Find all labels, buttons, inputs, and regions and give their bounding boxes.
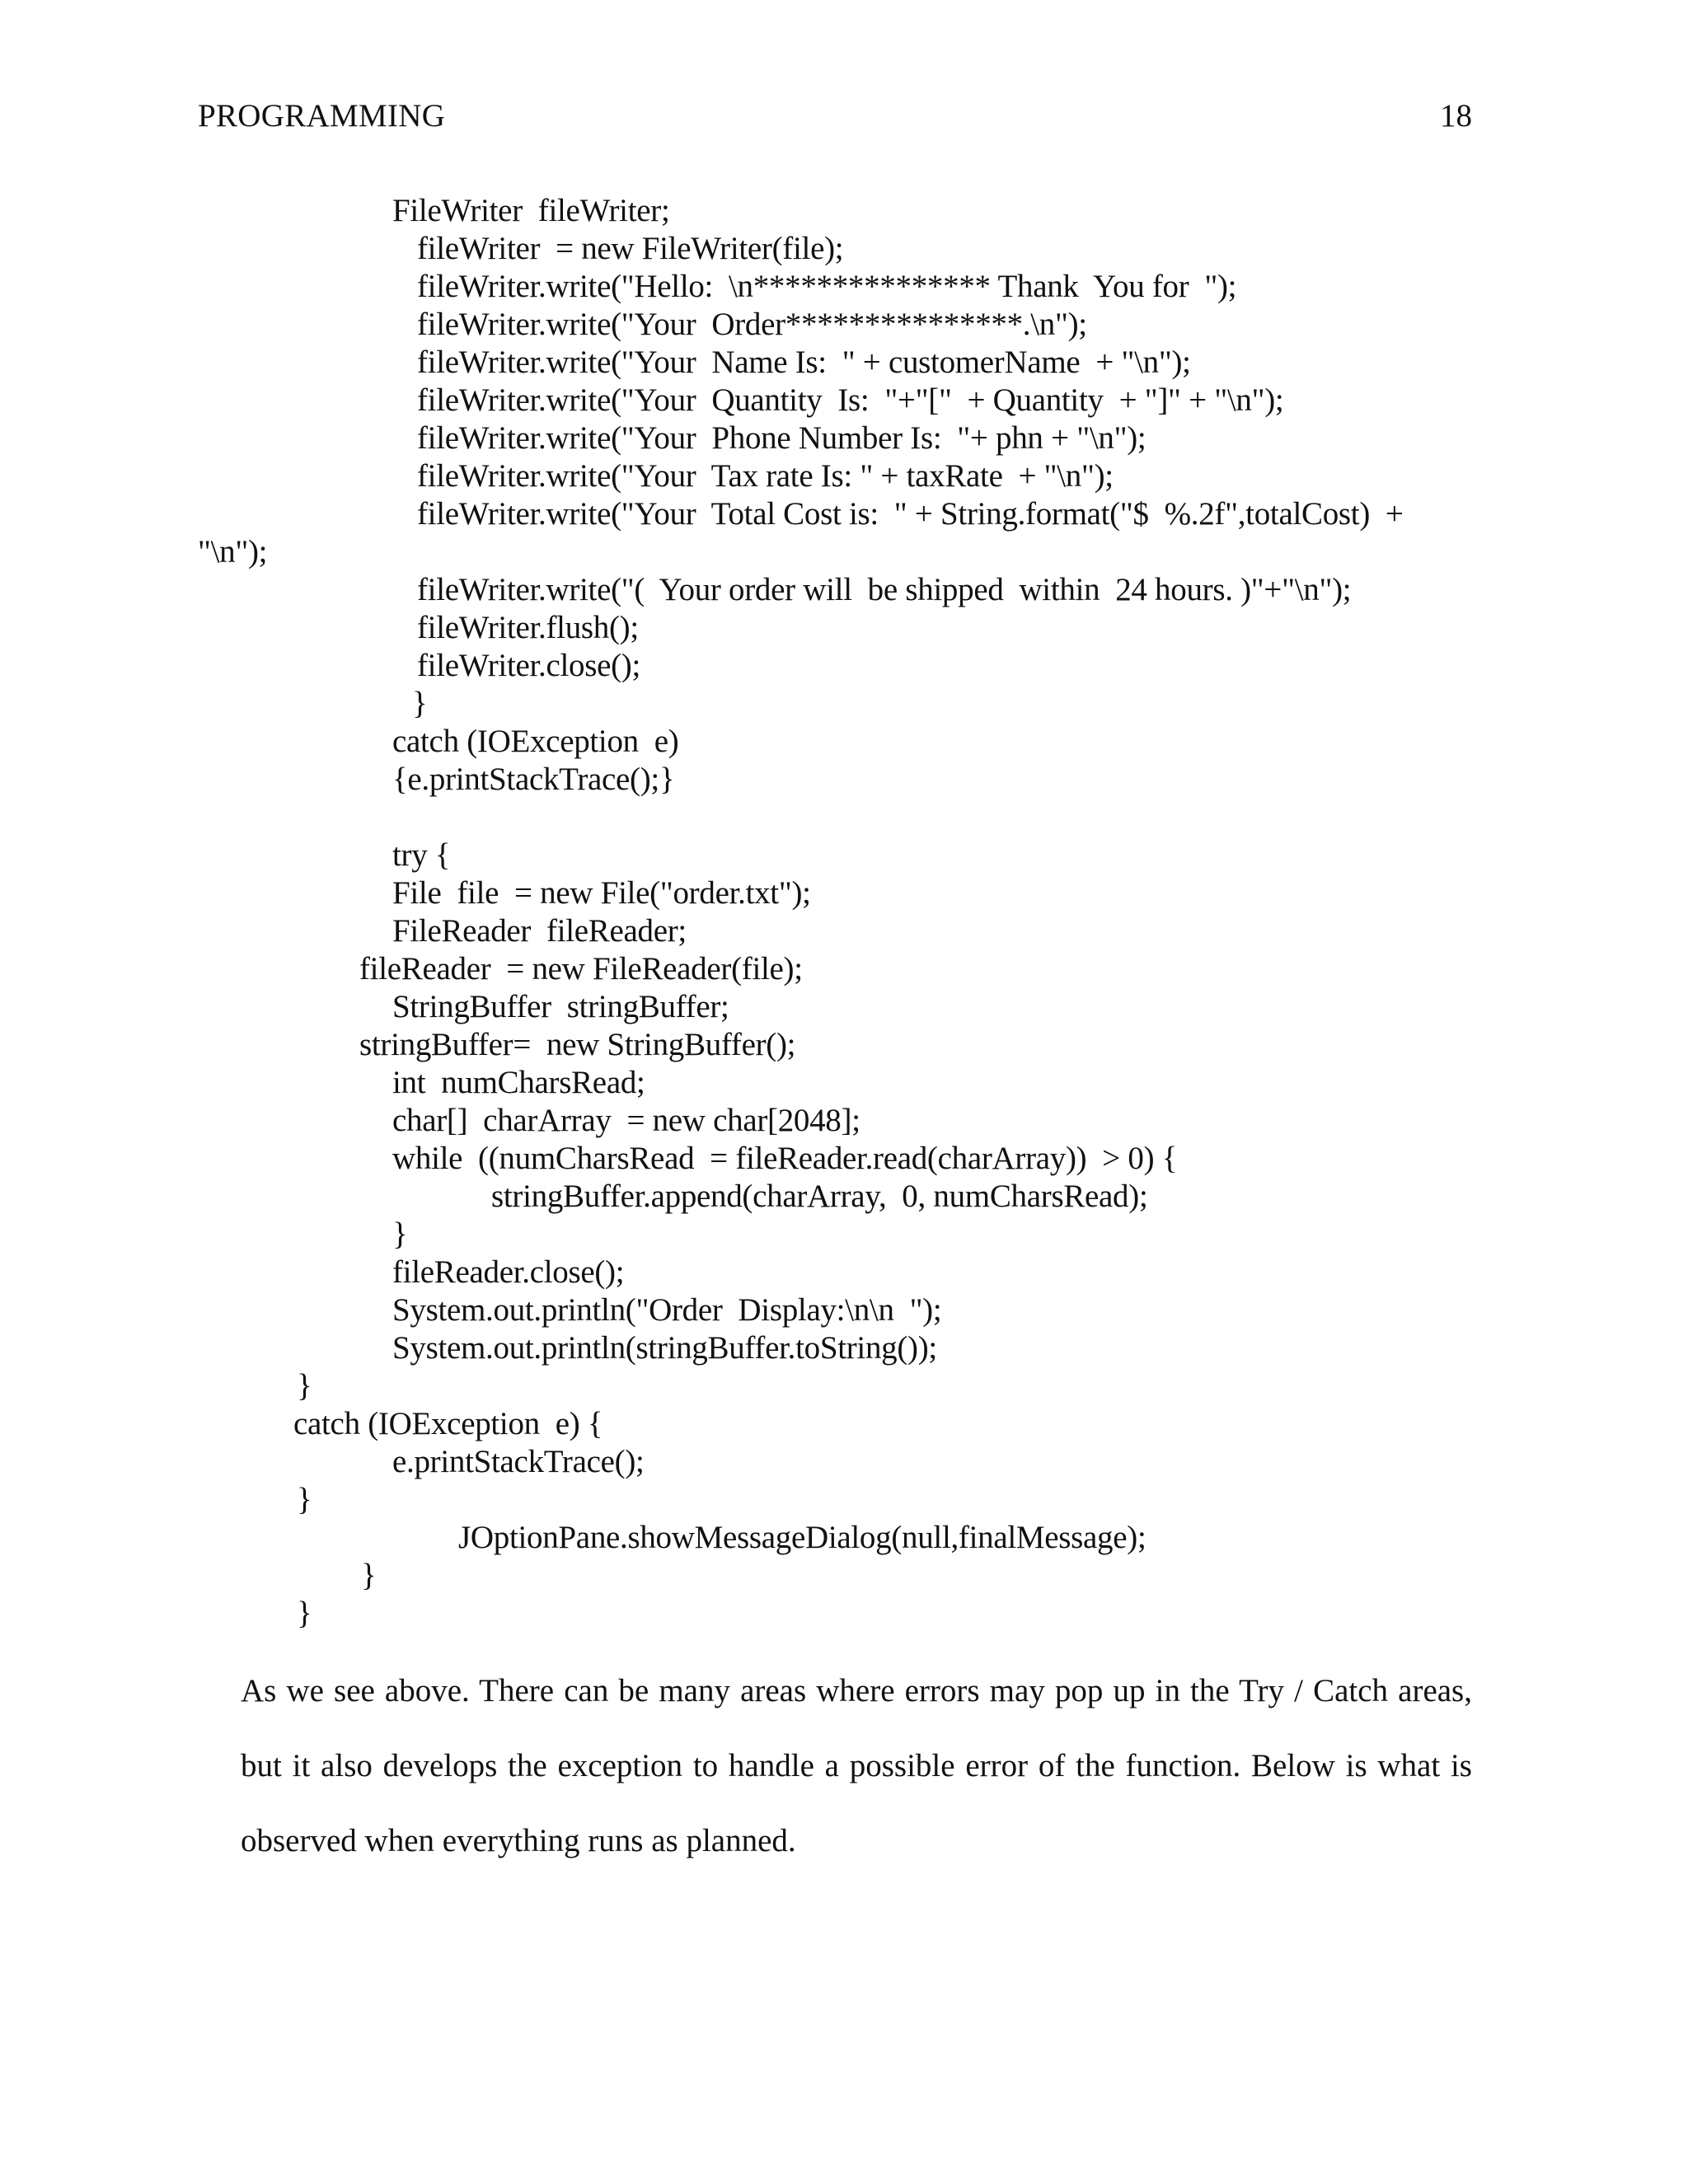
code-line: System.out.println(stringBuffer.toString()); [392,1330,937,1366]
code-line: char[] charArray = new char[2048]; [392,1103,860,1138]
code-line: } [392,1216,408,1252]
code-line: while ((numCharsRead = fileReader.read(charArray)) > 0) { [392,1141,1178,1176]
code-line: stringBuffer= new StringBuffer(); [359,1027,796,1062]
code-line: fileWriter.write("( Your order will be shipped within 24 hours. )"+"\n"); [417,572,1352,607]
code-line: fileWriter.flush(); [417,610,639,645]
code-line: fileWriter.write("Your Quantity Is: "+"[" + Quantity + "]" + "\n"); [417,382,1284,418]
code-line: catch (IOException e) [392,724,679,759]
code-line: JOptionPane.showMessageDialog(null,finalMessage); [458,1520,1146,1555]
code-line: FileWriter fileWriter; [392,193,670,228]
code-line: } [297,1482,312,1517]
code-line: catch (IOException e) { [293,1406,603,1441]
body-paragraph-line: but it also develops the exception to handle a possible error of the function. Below is what is [241,1748,1472,1783]
code-line: fileWriter.write("Your Name Is: " + customerName + "\n"); [417,344,1191,380]
code-line: fileWriter.write("Your Order***************.\n"); [417,307,1087,342]
code-line: "\n"); [198,534,268,569]
code-line: } [361,1558,377,1593]
code-line: fileWriter.close(); [417,648,641,683]
code-line: File file = new File("order.txt"); [392,875,811,911]
code-line: System.out.println("Order Display:\n\n "); [392,1292,942,1328]
code-line: fileReader.close(); [392,1254,625,1290]
code-line: } [297,1368,312,1404]
running-head: PROGRAMMING [198,98,446,134]
code-line: fileWriter.write("Your Tax rate Is: " + taxRate + "\n"); [417,458,1114,494]
body-paragraph-line: As we see above. There can be many areas where errors may pop up in the Try / Catch areas, [241,1673,1472,1708]
code-line: stringBuffer.append(charArray, 0, numCharsRead); [491,1179,1148,1214]
code-line: fileWriter = new FileWriter(file); [417,231,844,266]
code-line: {e.printStackTrace();} [392,762,675,797]
code-line: } [297,1596,312,1631]
page-number: 18 [1440,98,1472,134]
code-line: try { [392,837,451,873]
code-line: fileWriter.write("Hello: \n*************** Thank You for "); [417,269,1237,304]
code-line: fileWriter.write("Your Total Cost is: " + String.format("$ %.2f",totalCost) + [417,496,1404,532]
code-line: } [412,686,428,721]
code-line: StringBuffer stringBuffer; [392,989,729,1024]
code-line: fileReader = new FileReader(file); [359,951,803,987]
code-line: e.printStackTrace(); [392,1444,645,1479]
code-line: int numCharsRead; [392,1065,645,1100]
code-line: fileWriter.write("Your Phone Number Is: "+ phn + "\n"); [417,420,1146,456]
code-line: FileReader fileReader; [392,913,687,949]
body-paragraph-line: observed when everything runs as planned. [241,1823,796,1858]
